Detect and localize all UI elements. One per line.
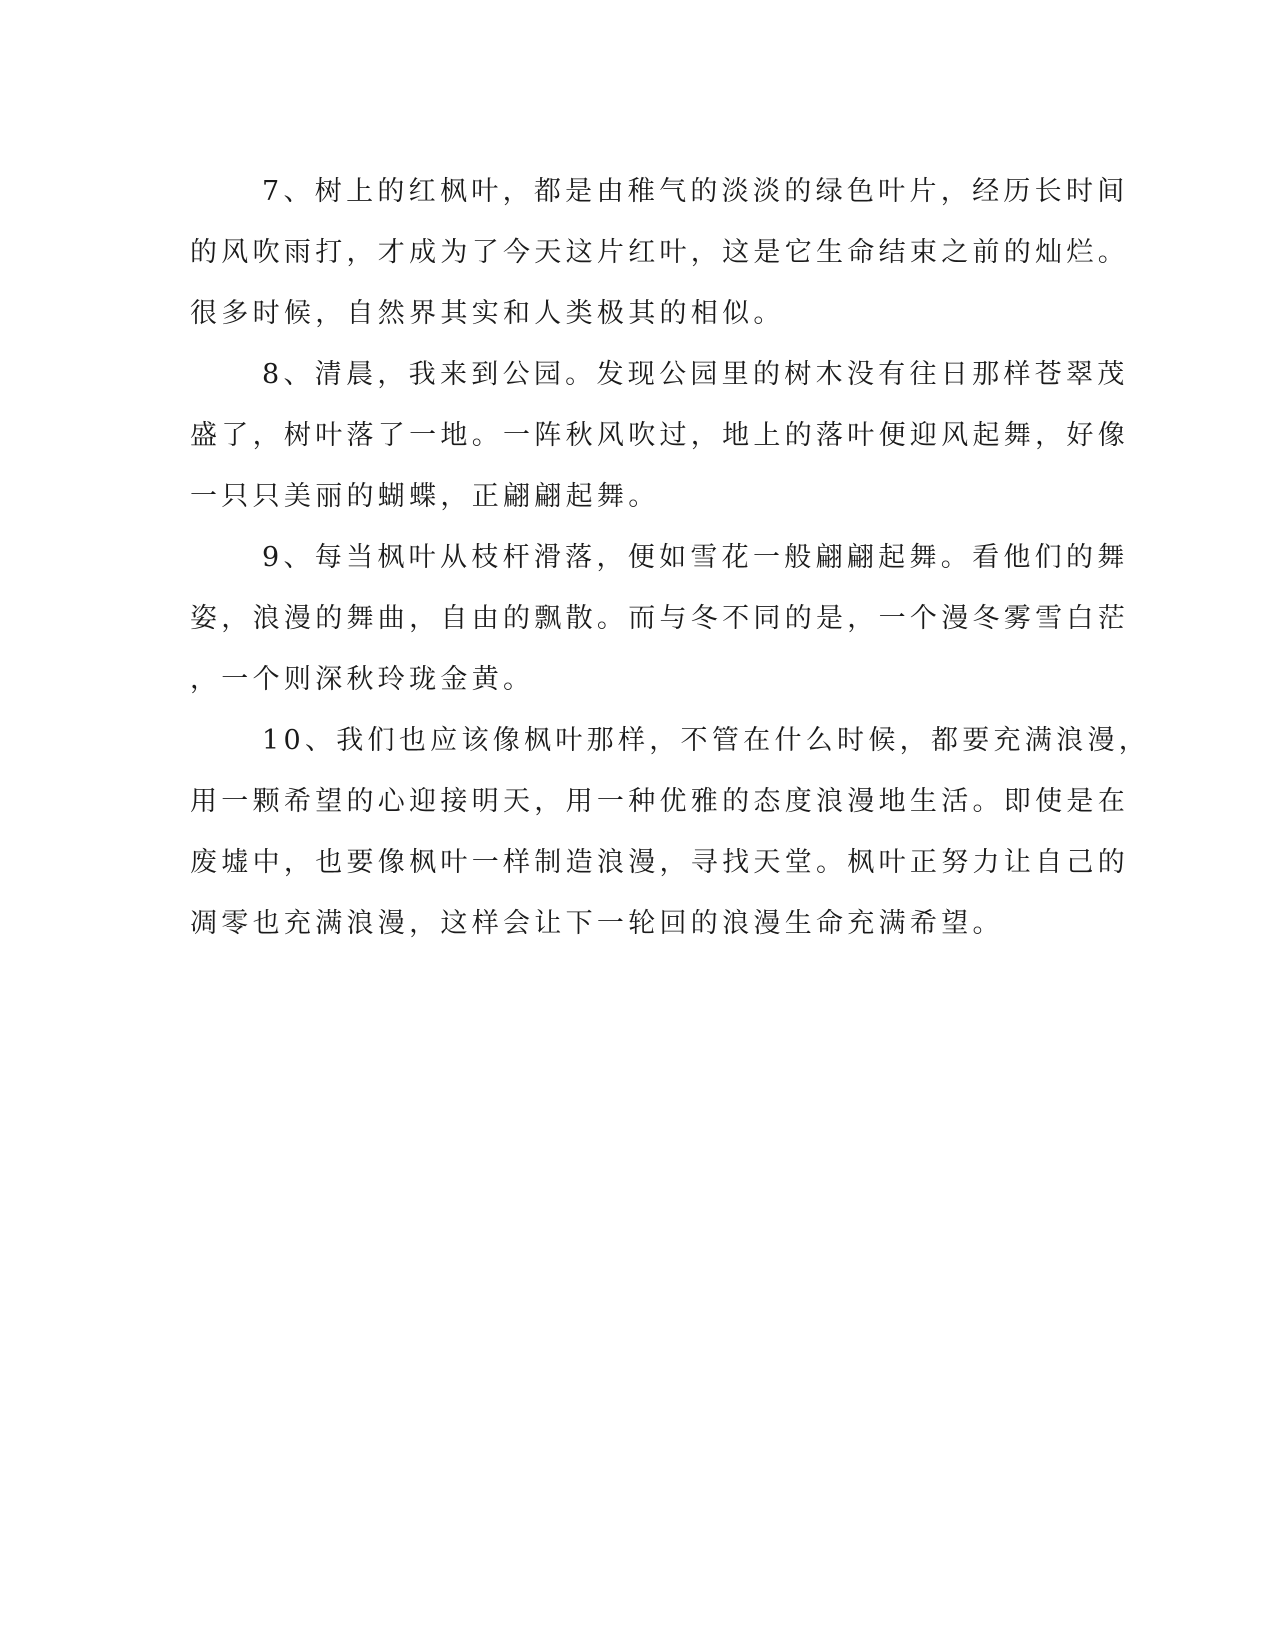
paragraph-10 — [190, 710, 1151, 954]
paragraph-line: 用一颗希望的心迎接明天，用一种优雅的态度浪漫地生活。即使是在 — [190, 786, 1129, 817]
paragraph-line: 废墟中，也要像枫叶一样制造浪漫，寻找天堂。枫叶正努力让自己的 — [190, 847, 1129, 878]
paragraph-line: 10、我们也应该像枫叶那样，不管在什么时候，都要充满浪漫， — [262, 725, 1151, 756]
paragraph-line: 8、清晨，我来到公园。发现公园里的树木没有往日那样苍翠茂 — [262, 359, 1129, 390]
paragraph-line: 的风吹雨打，才成为了今天这片红叶，这是它生命结束之前的灿烂。 — [190, 237, 1129, 268]
paragraph-7 — [190, 161, 1129, 344]
paragraph-line: ，一个则深秋玲珑金黄。 — [190, 664, 535, 695]
paragraph-line: 一只只美丽的蝴蝶，正翩翩起舞。 — [190, 481, 660, 512]
paragraph-line: 9、每当枫叶从枝杆滑落，便如雪花一般翩翩起舞。看他们的舞 — [262, 542, 1129, 573]
paragraph-line: 很多时候，自然界其实和人类极其的相似。 — [190, 298, 785, 329]
paragraph-9 — [190, 527, 1129, 710]
paragraph-line: 盛了，树叶落了一地。一阵秋风吹过，地上的落叶便迎风起舞，好像 — [190, 420, 1129, 451]
paragraph-line: 姿，浪漫的舞曲，自由的飘散。而与冬不同的是，一个漫冬雾雪白茫 — [190, 603, 1129, 634]
document-body — [190, 161, 1151, 954]
paragraph-line: 凋零也充满浪漫，这样会让下一轮回的浪漫生命充满希望。 — [190, 908, 1004, 939]
paragraph-8 — [190, 344, 1129, 527]
paragraph-line: 7、树上的红枫叶，都是由稚气的淡淡的绿色叶片，经历长时间 — [262, 176, 1129, 207]
